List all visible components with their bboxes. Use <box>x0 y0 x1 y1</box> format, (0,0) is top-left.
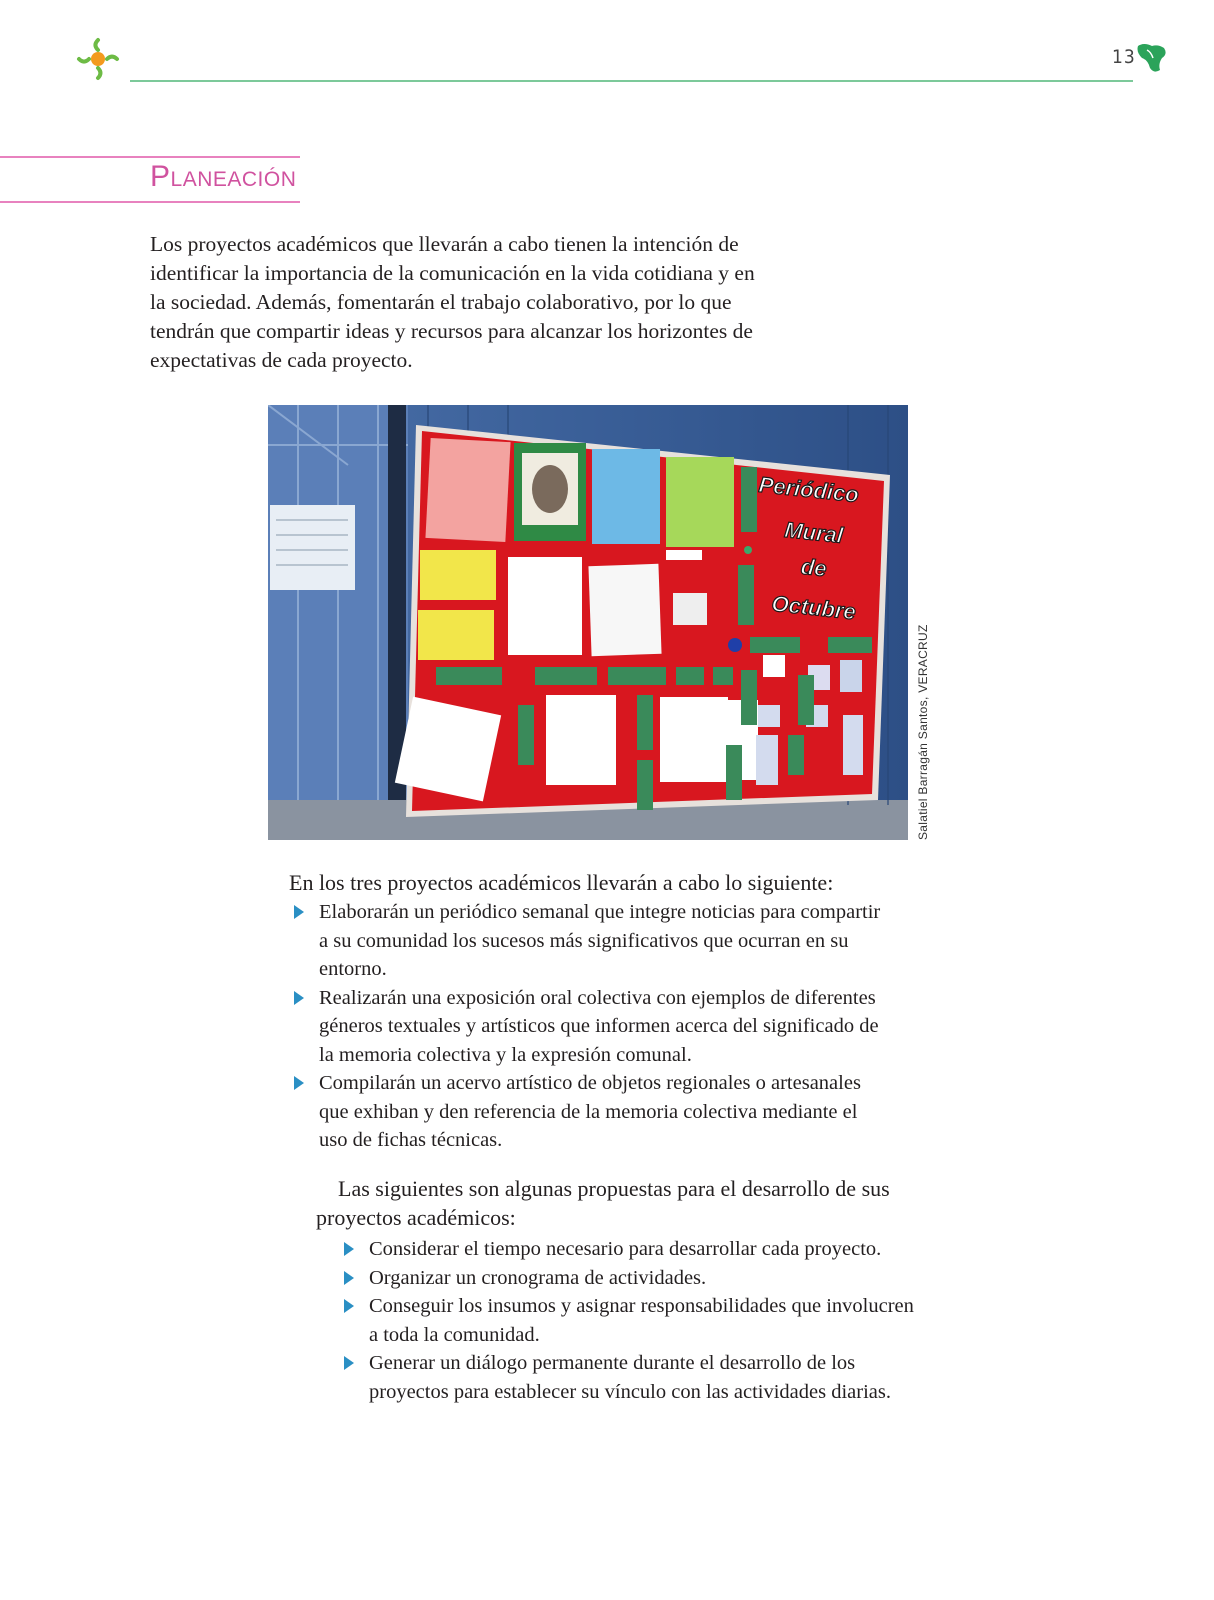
list-item-text: Realizarán una exposición oral colectiva con ejemplos de diferentes géneros textuales y artísticos que informen acerca del significado de la memoria colectiva y la expresión comunal. <box>319 986 879 1066</box>
mexico-map-icon <box>1135 40 1171 76</box>
bullet-icon <box>294 991 304 1005</box>
list-item <box>339 1349 919 1406</box>
bullet-icon <box>294 905 304 919</box>
list-item <box>289 984 889 1070</box>
bullet-icon <box>344 1271 354 1285</box>
list-item <box>339 1264 919 1293</box>
bullet-icon <box>344 1356 354 1370</box>
projects-lead: En los tres proyectos académicos llevarán a cabo lo siguiente: <box>289 870 834 895</box>
list-item-text: Elaborarán un periódico semanal que integre noticias para compartir a su comunidad los sucesos más significativos que ocurran en su entorno. <box>319 901 881 980</box>
list-item-text: Compilarán un acervo artístico de objetos regionales o artesanales que exhiban y den referencia de la memoria colectiva mediante el uso de fichas técnicas. <box>319 1072 861 1151</box>
intro-text: Los proyectos académicos que llevarán a cabo tienen la intención de identificar la importancia de la comunicación en la vida cotidiana y en la sociedad. Además, fomentarán el trabajo colaborativo, por lo que tendrán que compartir ideas y recursos para alcanzar los horizontes de expectativas de cada proyecto. <box>150 232 755 372</box>
proposals-lead-text: Las siguientes son algunas propuestas para el desarrollo de sus proyectos académicos: <box>316 1176 890 1230</box>
list-item <box>339 1292 919 1349</box>
list-item <box>289 898 889 984</box>
intro-paragraph <box>150 230 760 375</box>
board-title-line-1: Periódico <box>757 471 860 508</box>
list-item <box>339 1235 919 1264</box>
bullet-icon <box>344 1242 354 1256</box>
board-title-line-2: Mural <box>783 517 845 549</box>
bullet-icon <box>294 1076 304 1090</box>
photo-credit: Salatiel Barragán Santos, VERACRUZ <box>916 624 930 840</box>
projects-list <box>289 898 889 1155</box>
list-item <box>289 1069 889 1155</box>
mural-photo <box>268 405 908 840</box>
section-title: Planeación <box>150 160 297 193</box>
heading-rule-top <box>0 156 300 158</box>
header-rule <box>130 80 1133 82</box>
bullet-icon <box>344 1299 354 1313</box>
board-title-line-3: de <box>799 553 828 582</box>
heading-rule-bottom <box>0 201 300 203</box>
proposals-list <box>339 1235 919 1406</box>
list-item-text: Conseguir los insumos y asignar responsabilidades que involucren a toda la comunidad. <box>369 1295 914 1346</box>
page-number: 13 <box>1112 46 1136 68</box>
list-item-text: Considerar el tiempo necesario para desarrollar cada proyecto. <box>369 1238 882 1260</box>
board-title-line-4: Octubre <box>770 590 858 625</box>
list-item-text: Organizar un cronograma de actividades. <box>369 1266 707 1289</box>
proposals-lead <box>316 1175 916 1232</box>
flower-logo-icon <box>74 35 124 85</box>
list-item-text: Generar un diálogo permanente durante el desarrollo de los proyectos para establecer su vínculo con las actividades diarias. <box>369 1352 891 1403</box>
